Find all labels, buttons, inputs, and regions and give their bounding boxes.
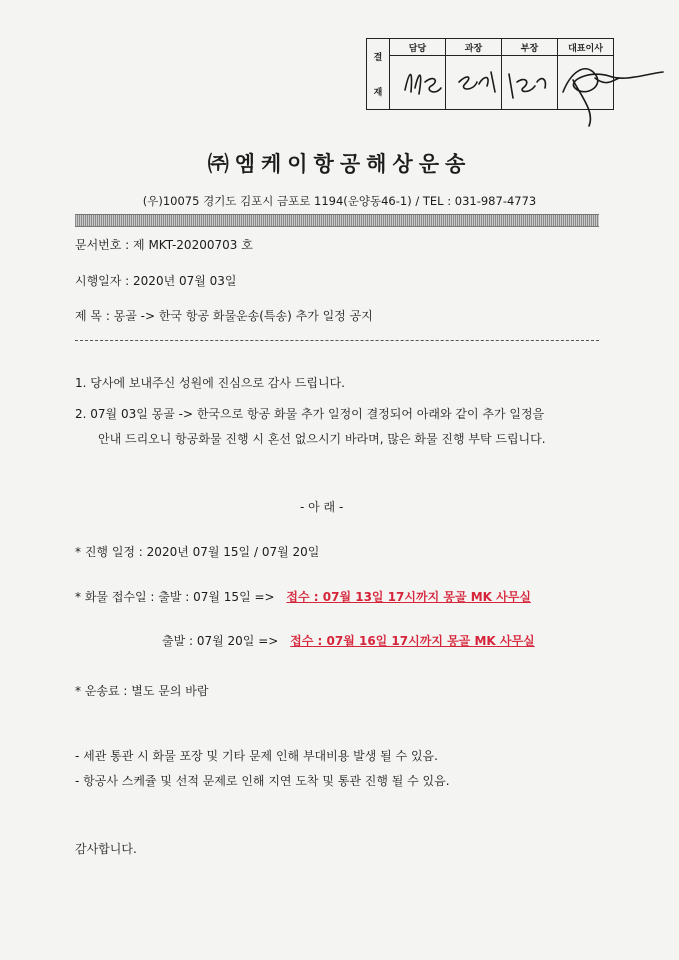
dashed-divider	[75, 340, 599, 341]
approval-role: 담당	[390, 39, 445, 56]
document-number: 문서번호 : 제 MKT-20200703 호	[75, 238, 253, 252]
progress-schedule: * 진행 일정 : 2020년 07월 15일 / 07월 20일	[75, 545, 320, 559]
subject: 제 목 : 몽골 -> 한국 항공 화물운송(특송) 추가 일정 공지	[75, 309, 373, 323]
receipt-label: * 화물 접수일 : 출발 : 07월 15일 =>	[75, 590, 275, 604]
handwritten-signatures	[395, 52, 665, 132]
approval-side-1: 결	[373, 53, 383, 63]
approval-role: 과장	[446, 39, 501, 56]
header-band	[75, 214, 599, 227]
shipping-fee: * 운송료 : 별도 문의 바람	[75, 684, 209, 698]
issue-date: 시행일자 : 2020년 07월 03일	[75, 274, 237, 288]
company-address: (우)10075 경기도 김포시 금포로 1194(운양동46-1) / TEL : 031-987-4773	[142, 194, 537, 208]
receipt-deadline-2: 접수 : 07월 16일 17시까지 몽골 MK 사무실	[290, 634, 535, 648]
closing: 감사합니다.	[75, 842, 137, 856]
receipt-label-2: 출발 : 07월 20일 =>	[162, 634, 279, 648]
approval-role: 대표이사	[558, 39, 613, 56]
approval-side-label	[367, 39, 390, 109]
note-2: - 항공사 스케쥴 및 선적 문제로 인해 지연 도착 및 통관 진행 될 수 있음.	[75, 774, 450, 788]
note-1: - 세관 통관 시 화물 포장 및 기타 문제 인해 부대비용 발생 될 수 있음.	[75, 749, 438, 763]
approval-role: 부장	[502, 39, 557, 56]
receipt-line-1	[75, 588, 531, 605]
item-2-line-2: 안내 드리오니 항공화물 진행 시 혼선 없으시기 바라며, 많은 화물 진행 부탁 드립니다.	[98, 432, 546, 446]
approval-side-2: 재	[373, 88, 383, 98]
item-2-line-1: 2. 07월 03일 몽골 -> 한국으로 항공 화물 추가 일정이 결정되어 아래와 같이 추가 일정을	[75, 407, 545, 421]
company-name: ㈜엠케이항공해상운송	[207, 151, 472, 176]
receipt-deadline-1: 접수 : 07월 13일 17시까지 몽골 MK 사무실	[286, 590, 531, 604]
item-1: 1. 당사에 보내주신 성원에 진심으로 감사 드립니다.	[75, 376, 345, 390]
below-heading: - 아 래 -	[300, 500, 344, 514]
receipt-line-2	[162, 632, 535, 649]
